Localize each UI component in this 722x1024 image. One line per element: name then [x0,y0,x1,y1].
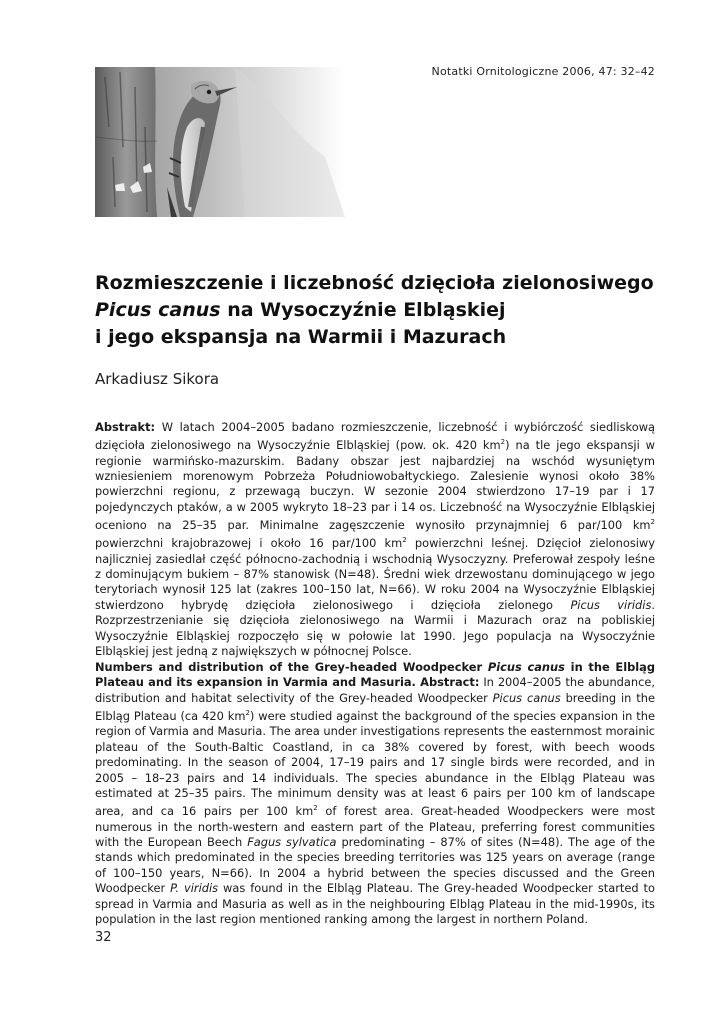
abstract-text: ) were studied against the background of the species expansion in the region of Varmia and Masuria. The area under investigations represents the easternmost morainic plateau of the South-Baltic Coastland, in ca 38% covered by forest, with beech woods predominating. In the season of 2004, 17–19 pairs and 17 single birds were recorded, and in 2005 – 18–23 pairs and 14 individuals. The species abundance in the Elbląg Plateau was estimated at 25–35 pairs. The minimum density was at least 6 pairs per 100 km of landscape area, and ca 16 pairs per 100 km [95,709,656,819]
title-latin-name: Picus canus [95,299,221,321]
superscript: 2 [500,438,506,447]
latin-name: Fagus sylvatica [247,835,337,850]
superscript: 2 [650,518,655,527]
author-name: Arkadiusz Sikora [95,370,220,388]
abstract-text: ) na tle jego ekspansji w regionie warmińsko-mazurskim. Badany obszar jest najbardziej na wschód wysuniętym wzniesieniem morenowym Pobrzeża Południowobałtyckiego. Zalesienie wynosi około 38% powierzchni regionu, z przewagą buczyn. W sezonie 2004 stwierdzono 17–19 par i 17 pojedynczych ptaków, a w 2005 wykryto 18–23 par i 14 os. Liczebność na Wysoczyźnie Elbląskiej oceniono na 25–35 par. Minimalne zagęszczenie wynosiło przynajmniej 6 par/100 km [95,438,655,533]
superscript: 2 [245,709,250,718]
abstract-english [95,660,655,928]
latin-name: Picus canus [487,660,565,674]
title-line-2: na Wysoczyźnie Elbląskiej [220,299,506,321]
abstract-polish [95,420,655,659]
superscript: 2 [313,804,318,813]
abstract-text: was found in the Elbląg Plateau. The Grey-headed Woodpecker started to spread in Varmia and Masuria as well as in the neighbouring Elbląg Plateau in the mid-1990s, its population in the last region mentioned ranking among the largest in northern Poland. [95,881,655,927]
abstract-text: predominating – 87% of sites (N=48). The age of the stands which predominated in the species breeding territories was 125 years on average (range of 100–150 years, N=66). In 2004 a hybrid between the species discussed and the Green Woodpecker [95,835,655,896]
woodpecker-illustration [95,67,345,217]
abstract-text: W latach 2004–2005 badano rozmieszczenie, liczebność i wybiórczość siedliskową dzięcioła zielonosiwego na Wysoczyźnie Elbląskiej (pow. ok. 420 km [95,420,655,453]
heading-text: Numbers and distribution of the Grey-headed Woodpecker [95,660,488,674]
abstract-text: breeding in the Elbląg Plateau (ca 420 km [95,690,655,724]
page-number: 32 [95,930,112,945]
heading-text: in the Elbląg Plateau and its expansion in Varmia and Masuria. Abstract: [95,660,656,690]
latin-name: P. viridis [170,881,219,896]
abstract-text: . Rozprzestrzenianie się dzięcioła zielonosiwego na Warmii i Mazurach oraz na pobliskiej Wysoczyźnie Elbląskiej rozpoczęło się w połowie lat 1990. Jego populacja na Wysoczyźnie Elbląskiej jest jedną z największych w północnej Polsce. [95,597,656,659]
superscript: 2 [402,536,407,545]
latin-name: Picus viridis [570,597,652,612]
abstract-text: powierzchni leśnej. Dzięcioł zielonosiwy najliczniej zasiedlał część północno-zachodnią i wschodnią Wysoczyzny. Preferował zespoły leśne z dominującym bukiem – 87% stanowisk (N=48). Średni wiek drzewostanu dominującego w jego terytoriach wynosił 125 lat (zakres 100–150 lat, N=66). W roku 2004 na Wysoczyźnie Elbląskiej stwierdzono hybrydę dzięcioła zielonosiwego i dzięcioła zielonego [95,536,655,612]
abstract-text: In 2004–2005 the abundance, distribution and habitat selectivity of the Grey-headed Woodpecker [95,675,655,705]
journal-reference: Notatki Ornitologiczne 2006, 47: 32–42 [431,65,655,78]
title-line-1: Rozmieszczenie i liczebność dzięcioła zielonosiwego [95,272,654,294]
article-title [95,270,655,351]
latin-name: Picus canus [492,690,561,705]
abstract-label: Abstrakt: [95,420,156,434]
title-line-3: i jego ekspansja na Warmii i Mazurach [95,326,507,348]
abstract-text: of forest area. Great-headed Woodpeckers were most numerous in the north-western and eastern part of the Plateau, preferring forest communities with the European Beech [95,804,655,850]
abstract-text: powierzchni krajobrazowej i około 16 par/100 km [95,536,403,551]
